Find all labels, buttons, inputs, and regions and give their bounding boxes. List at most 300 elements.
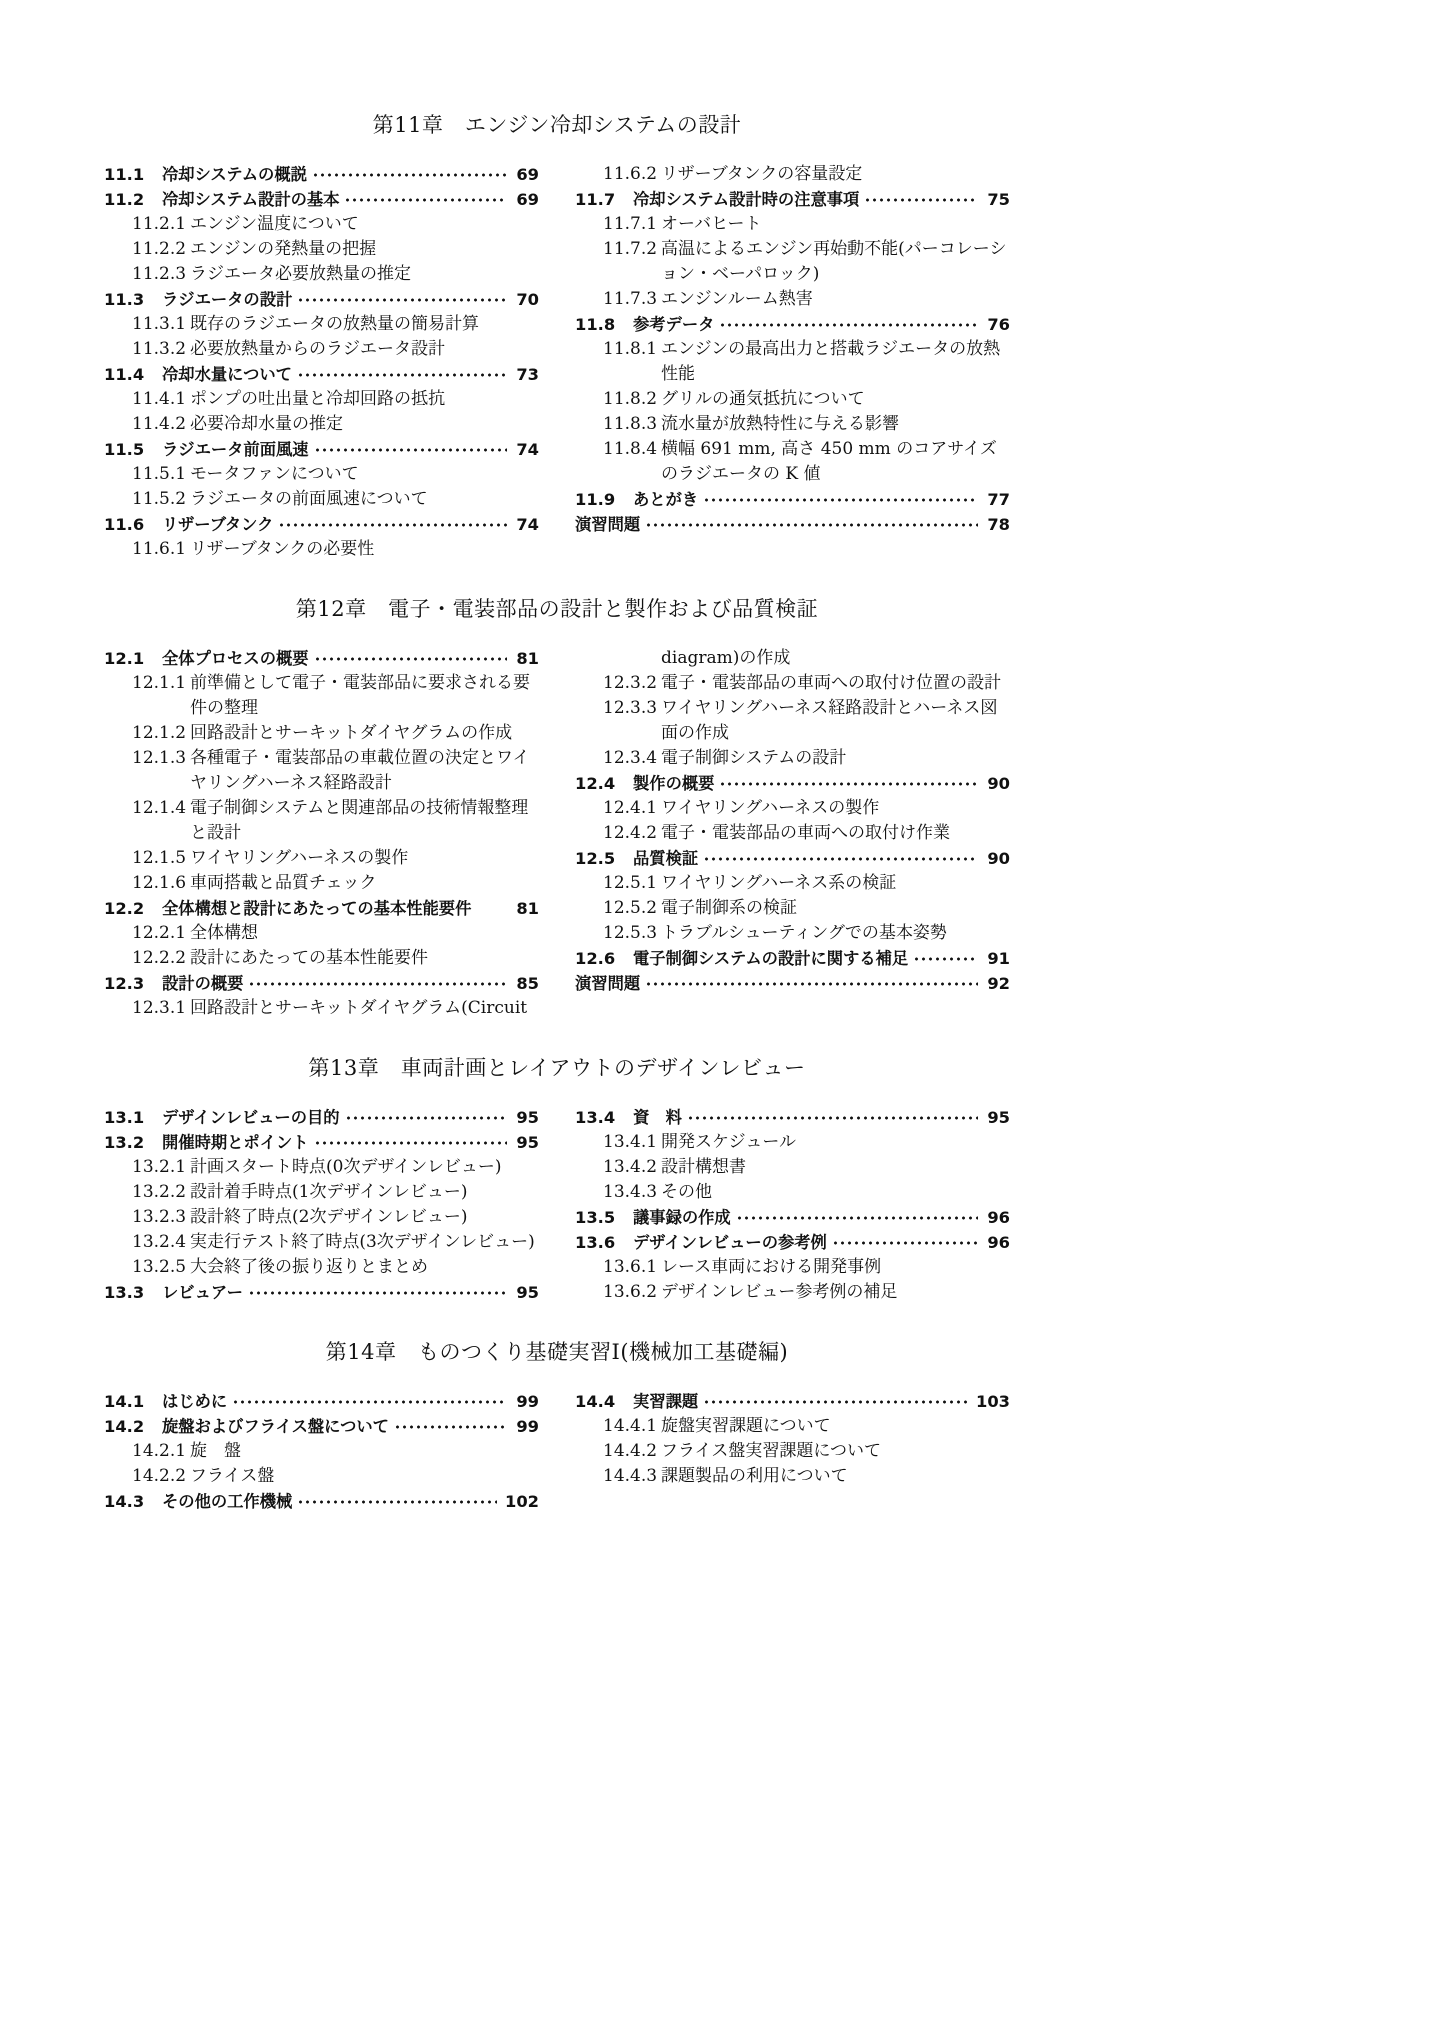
toc-entry-subsection <box>104 871 539 896</box>
entry-page-number: 81 <box>516 649 539 668</box>
entry-number: 12.2.1 <box>132 923 187 943</box>
entry-number: 11.4 <box>104 365 145 384</box>
entry-number: 13.2.5 <box>132 1257 187 1277</box>
entry-number: 14.2.2 <box>132 1466 187 1486</box>
entry-number: 13.6.2 <box>603 1282 658 1302</box>
entry-label: あとがき <box>633 490 699 509</box>
toc-entry-subsection <box>575 162 1010 187</box>
toc-entry-section <box>104 1414 539 1439</box>
entry-label: フライス盤 <box>190 1466 275 1486</box>
entry-number: 12.2.2 <box>132 948 187 968</box>
entry-number: 11.3.2 <box>132 339 187 359</box>
entry-number: 14.2 <box>104 1417 145 1436</box>
entry-label: 設計にあたっての基本性能要件 <box>190 948 428 968</box>
dot-leader <box>703 1393 968 1409</box>
toc-entry-subsection <box>104 996 539 1021</box>
column-right <box>575 1389 1010 1489</box>
toc-entry-subsection <box>104 671 539 721</box>
entry-label: 設計終了時点(2次デザインレビュー) <box>190 1207 468 1227</box>
toc-entry-section <box>104 1489 539 1514</box>
toc-entry-section <box>104 1105 539 1130</box>
toc-entry-subsection <box>104 746 539 796</box>
toc-entry-section <box>104 646 539 671</box>
entry-label: 回路設計とサーキットダイヤグラム(Circuit <box>190 998 528 1018</box>
entry-label: 電子・電装部品の車両への取付け位置の設計 <box>661 673 1001 693</box>
column-right <box>575 1105 1010 1305</box>
toc-entry-section <box>104 362 539 387</box>
toc-entry-subsection <box>575 237 1010 287</box>
entry-number: 13.2.4 <box>132 1232 187 1252</box>
entry-label: モータファンについて <box>190 464 359 484</box>
dot-leader <box>736 1209 978 1225</box>
toc-entry-subsection <box>104 337 539 362</box>
entry-label: グリルの通気抵抗について <box>661 389 865 409</box>
dot-leader <box>312 166 507 182</box>
entry-label: 参考データ <box>633 315 715 334</box>
entry-number: 14.1 <box>104 1392 145 1411</box>
entry-label: デザインレビュー参考例の補足 <box>661 1282 898 1302</box>
entry-number: 11.8.4 <box>603 439 658 459</box>
entry-page-number: 69 <box>516 165 539 184</box>
toc-entry-section <box>575 946 1010 971</box>
entry-page-number: 85 <box>516 974 539 993</box>
entry-number: 14.2.1 <box>132 1441 187 1461</box>
entry-label: 電子制御系の検証 <box>661 898 797 918</box>
column-left <box>104 1105 539 1305</box>
toc-entry-section <box>575 1105 1010 1130</box>
entry-label: 冷却システム設計の基本 <box>162 190 340 209</box>
entry-label: 旋 盤 <box>190 1441 241 1461</box>
chapter-title: 第12章 電子・電装部品の設計と製作および品質検証 <box>295 597 819 621</box>
entry-label: 前準備として電子・電装部品に要求される要件の整理 <box>190 673 530 718</box>
entry-label: ワイヤリングハーネス系の検証 <box>661 873 897 893</box>
dot-leader <box>913 950 978 966</box>
entry-page-number: 96 <box>987 1233 1010 1252</box>
entry-label: 必要放熱量からのラジエータ設計 <box>190 339 445 359</box>
toc-entry-subsection <box>104 1464 539 1489</box>
toc-entry-subsection <box>575 1414 1010 1439</box>
toc-entry-section <box>575 1205 1010 1230</box>
dot-leader <box>645 516 978 532</box>
entry-page-number: 91 <box>987 949 1010 968</box>
entry-page-number: 95 <box>516 1133 539 1152</box>
entry-number: 12.5.1 <box>603 873 658 893</box>
entry-page-number: 102 <box>505 1492 539 1511</box>
entry-number: 11.7.1 <box>603 214 658 234</box>
toc-entry-subsection <box>104 1439 539 1464</box>
entry-page-number: 77 <box>987 490 1010 509</box>
entry-number: 11.1 <box>104 165 145 184</box>
toc-entry-continuation <box>575 646 1010 671</box>
entry-number: 13.2.2 <box>132 1182 187 1202</box>
entry-number: 12.5 <box>575 849 616 868</box>
entry-number: 12.1.3 <box>132 748 187 768</box>
dot-leader <box>687 1109 978 1125</box>
toc-entry-subsection <box>575 671 1010 696</box>
dot-leader <box>703 850 978 866</box>
entry-label: デザインレビューの参考例 <box>633 1233 827 1252</box>
toc-entry-section <box>575 1230 1010 1255</box>
toc-entry-subsection <box>104 312 539 337</box>
dot-leader <box>476 900 507 916</box>
entry-label: 電子制御システムの設計に関する補足 <box>633 949 909 968</box>
entry-label: 計画スタート時点(0次デザインレビュー) <box>190 1157 502 1177</box>
entry-page-number: 99 <box>516 1417 539 1436</box>
entry-label: 大会終了後の振り返りとまとめ <box>190 1257 428 1277</box>
entry-number: 14.4 <box>575 1392 616 1411</box>
entry-label: 冷却システム設計時の注意事項 <box>633 190 860 209</box>
entry-number: 12.1.4 <box>132 798 187 818</box>
chapter-title: 第14章 ものつくり基礎実習Ⅰ(機械加工基礎編) <box>325 1340 789 1364</box>
entry-label: ラジエータの設計 <box>162 290 293 309</box>
toc-entry-subsection <box>575 896 1010 921</box>
dot-leader <box>248 975 507 991</box>
entry-page-number: 99 <box>516 1392 539 1411</box>
entry-label: 冷却水量について <box>162 365 292 384</box>
toc-entry-subsection <box>104 1180 539 1205</box>
entry-number: 11.6.2 <box>603 164 658 184</box>
dot-leader <box>394 1418 507 1434</box>
entry-number: 12.1.5 <box>132 848 187 868</box>
dot-leader <box>719 316 978 332</box>
toc-entry-section <box>575 846 1010 871</box>
entry-label: レース車両における開発事例 <box>661 1257 882 1277</box>
entry-label: 冷却システムの概説 <box>162 165 307 184</box>
toc-entry-section <box>575 512 1010 537</box>
entry-label: その他の工作機械 <box>162 1492 293 1511</box>
entry-label: 資 料 <box>633 1108 682 1127</box>
entry-page-number: 74 <box>516 440 539 459</box>
entry-number: 14.3 <box>104 1492 145 1511</box>
entry-number: 12.1.6 <box>132 873 187 893</box>
toc-entry-section <box>575 971 1010 996</box>
entry-number: 12.1.1 <box>132 673 187 693</box>
entry-number: 13.6 <box>575 1233 616 1252</box>
dot-leader <box>645 975 978 991</box>
entry-number: 11.2.1 <box>132 214 187 234</box>
entry-label: ラジエータ必要放熱量の推定 <box>190 264 411 284</box>
toc-entry-subsection <box>104 212 539 237</box>
toc-entry-subsection <box>104 721 539 746</box>
entry-label: 課題製品の利用について <box>661 1466 848 1486</box>
toc-entry-subsection <box>575 212 1010 237</box>
entry-number: 11.8.2 <box>603 389 658 409</box>
dot-leader <box>232 1393 507 1409</box>
entry-label: 製作の概要 <box>633 774 715 793</box>
entry-page-number: 78 <box>987 515 1010 534</box>
entry-page-number: 95 <box>516 1283 539 1302</box>
entry-label: 全体プロセスの概要 <box>162 649 309 668</box>
toc-entry-subsection <box>104 921 539 946</box>
entry-number: 13.2 <box>104 1133 145 1152</box>
entry-number: 11.2.2 <box>132 239 187 259</box>
entry-page-number: 90 <box>987 774 1010 793</box>
entry-label: 回路設計とサーキットダイヤグラムの作成 <box>190 723 513 743</box>
entry-label: エンジンの最高出力と搭載ラジエータの放熱性能 <box>661 339 1001 384</box>
entry-number: 11.3.1 <box>132 314 187 334</box>
entry-page-number: 95 <box>516 1108 539 1127</box>
entry-label: 旋盤およびフライス盤について <box>162 1417 389 1436</box>
toc-entry-section <box>575 771 1010 796</box>
entry-number: 13.4.1 <box>603 1132 658 1152</box>
toc-entry-subsection <box>575 1180 1010 1205</box>
dot-leader <box>719 775 978 791</box>
toc-entry-section <box>104 1389 539 1414</box>
toc-entry-section <box>104 162 539 187</box>
entry-page-number: 73 <box>516 365 539 384</box>
toc-entry-subsection <box>575 871 1010 896</box>
dot-leader <box>297 291 507 307</box>
toc-entry-section <box>575 312 1010 337</box>
toc-entry-section <box>575 1389 1010 1414</box>
chapter <box>104 1053 1010 1305</box>
entry-number: 11.4.1 <box>132 389 187 409</box>
toc-entry-subsection <box>104 796 539 846</box>
toc-entry-subsection <box>575 1280 1010 1305</box>
entry-label: ワイヤリングハーネス経路設計とハーネス図面の作成 <box>661 698 998 743</box>
entry-label: 高温によるエンジン再始動不能(パーコレーション・ベーパロック) <box>661 239 1007 284</box>
toc-entry-section <box>104 971 539 996</box>
entry-label: 設計の概要 <box>162 974 244 993</box>
entry-label: 流水量が放熱特性に与える影響 <box>661 414 899 434</box>
entry-label: diagram)の作成 <box>661 648 791 668</box>
entry-label: レビュアー <box>162 1283 243 1302</box>
entry-number: 14.4.3 <box>603 1466 658 1486</box>
entry-label: ポンプの吐出量と冷却回路の抵抗 <box>190 389 445 409</box>
toc-entry-subsection <box>575 412 1010 437</box>
entry-number: 11.8.1 <box>603 339 658 359</box>
entry-label: ラジエータ前面風速 <box>162 440 309 459</box>
entry-page-number: 90 <box>987 849 1010 868</box>
dot-leader <box>297 366 507 382</box>
entry-label: 演習問題 <box>575 974 641 993</box>
toc-entry-subsection <box>104 237 539 262</box>
entry-page-number: 92 <box>987 974 1010 993</box>
chapter-columns <box>104 1105 1010 1305</box>
entry-number: 11.7.2 <box>603 239 658 259</box>
entry-label: 品質検証 <box>633 849 699 868</box>
entry-number: 14.4.1 <box>603 1416 658 1436</box>
entry-number: 13.2.1 <box>132 1157 187 1177</box>
toc-entry-subsection <box>104 262 539 287</box>
entry-number: 11.8.3 <box>603 414 658 434</box>
entry-label: 設計構想書 <box>661 1157 746 1177</box>
entry-label: トラブルシューティングでの基本姿勢 <box>661 923 947 943</box>
toc-entry-subsection <box>104 537 539 562</box>
entry-page-number: 95 <box>987 1108 1010 1127</box>
toc-entry-section <box>575 187 1010 212</box>
entry-page-number: 81 <box>516 899 539 918</box>
chapter <box>104 1337 1010 1514</box>
entry-number: 12.4.1 <box>603 798 658 818</box>
dot-leader <box>864 191 978 207</box>
entry-number: 11.7 <box>575 190 616 209</box>
entry-number: 13.1 <box>104 1108 145 1127</box>
entry-number: 11.9 <box>575 490 616 509</box>
toc-entry-subsection <box>104 1255 539 1280</box>
entry-label: エンジンの発熱量の把握 <box>190 239 377 259</box>
entry-number: 13.4.3 <box>603 1182 658 1202</box>
entry-number: 11.5.2 <box>132 489 187 509</box>
entry-number: 12.3.4 <box>603 748 658 768</box>
entry-label: 電子制御システムの設計 <box>661 748 847 768</box>
entry-page-number: 103 <box>976 1392 1010 1411</box>
entry-number: 13.5 <box>575 1208 616 1227</box>
column-left <box>104 646 539 1021</box>
toc-entry-subsection <box>104 1230 539 1255</box>
entry-number: 13.6.1 <box>603 1257 658 1277</box>
entry-label: 実走行テスト終了時点(3次デザインレビュー) <box>190 1232 535 1252</box>
chapter <box>104 594 1010 1021</box>
entry-label: 実習課題 <box>633 1392 699 1411</box>
entry-label: 車両搭載と品質チェック <box>190 873 377 893</box>
entry-label: ワイヤリングハーネスの製作 <box>661 798 880 818</box>
chapter-columns <box>104 1389 1010 1514</box>
entry-label: エンジンルーム熱害 <box>661 289 813 309</box>
toc-entry-subsection <box>575 437 1010 487</box>
dot-leader <box>297 1493 497 1509</box>
toc-entry-subsection <box>575 1464 1010 1489</box>
entry-label: 必要冷却水量の推定 <box>190 414 343 434</box>
toc-entry-subsection <box>104 387 539 412</box>
toc-entry-subsection <box>575 387 1010 412</box>
toc-entry-subsection <box>104 1155 539 1180</box>
entry-number: 12.3 <box>104 974 145 993</box>
column-left <box>104 1389 539 1514</box>
entry-label: 横幅 691 mm, 高さ 450 mm のコアサイズのラジエータの K 値 <box>661 439 997 484</box>
chapter <box>104 110 1010 562</box>
entry-number: 12.2 <box>104 899 145 918</box>
chapter-title: 第11章 エンジン冷却システムの設計 <box>372 113 742 137</box>
entry-number: 12.3.3 <box>603 698 658 718</box>
entry-number: 12.4.2 <box>603 823 658 843</box>
toc-entry-subsection <box>575 746 1010 771</box>
entry-label: その他 <box>661 1182 712 1202</box>
entry-number: 12.3.1 <box>132 998 187 1018</box>
dot-leader <box>314 441 507 457</box>
toc-entry-subsection <box>575 1255 1010 1280</box>
entry-label: リザーブタンクの必要性 <box>190 539 375 559</box>
dot-leader <box>832 1234 978 1250</box>
entry-number: 13.2.3 <box>132 1207 187 1227</box>
toc-entry-section <box>104 1130 539 1155</box>
entry-number: 11.4.2 <box>132 414 187 434</box>
entry-label: 各種電子・電装部品の車載位置の決定とワイヤリングハーネス経路設計 <box>190 748 530 793</box>
column-right <box>575 646 1010 996</box>
entry-label: 全体構想と設計にあたっての基本性能要件 <box>162 899 472 918</box>
entry-number: 12.5.3 <box>603 923 658 943</box>
entry-number: 11.6.1 <box>132 539 187 559</box>
entry-number: 12.5.2 <box>603 898 658 918</box>
entry-number: 13.4 <box>575 1108 616 1127</box>
toc-entry-section <box>104 896 539 921</box>
toc-entry-subsection <box>575 1439 1010 1464</box>
toc-entry-section <box>104 512 539 537</box>
entry-label: 既存のラジエータの放熱量の簡易計算 <box>190 314 479 334</box>
toc-entry-subsection <box>575 796 1010 821</box>
entry-page-number: 74 <box>516 515 539 534</box>
entry-label: 議事録の作成 <box>633 1208 731 1227</box>
toc-entry-subsection <box>104 946 539 971</box>
entry-number: 12.1 <box>104 649 145 668</box>
toc-entry-subsection <box>575 1130 1010 1155</box>
entry-page-number: 69 <box>516 190 539 209</box>
entry-label: 全体構想 <box>190 923 258 943</box>
entry-number: 11.5 <box>104 440 145 459</box>
entry-number: 13.3 <box>104 1283 145 1302</box>
toc-entry-section <box>104 287 539 312</box>
entry-label: 開発スケジュール <box>661 1132 796 1152</box>
entry-label: ワイヤリングハーネスの製作 <box>190 848 409 868</box>
entry-number: 11.8 <box>575 315 616 334</box>
entry-label: リザーブタンク <box>162 515 274 534</box>
entry-number: 13.4.2 <box>603 1157 658 1177</box>
chapter-columns <box>104 162 1010 562</box>
entry-label: フライス盤実習課題について <box>661 1441 881 1461</box>
entry-label: エンジン温度について <box>190 214 359 234</box>
toc-entry-subsection <box>104 462 539 487</box>
toc-entry-section <box>104 437 539 462</box>
toc-entry-subsection <box>104 412 539 437</box>
entry-page-number: 70 <box>516 290 539 309</box>
entry-label: 開催時期とポイント <box>162 1133 309 1152</box>
entry-label: オーバヒート <box>661 214 762 234</box>
toc-entry-section <box>104 1280 539 1305</box>
entry-number: 11.7.3 <box>603 289 658 309</box>
toc-entry-subsection <box>104 487 539 512</box>
entry-label: リザーブタンクの容量設定 <box>661 164 863 184</box>
entry-label: ラジエータの前面風速について <box>190 489 428 509</box>
entry-number: 11.3 <box>104 290 145 309</box>
entry-page-number: 76 <box>987 315 1010 334</box>
entry-number: 12.6 <box>575 949 616 968</box>
entry-number: 11.2.3 <box>132 264 187 284</box>
dot-leader <box>345 1109 507 1125</box>
entry-label: デザインレビューの目的 <box>162 1108 340 1127</box>
column-right <box>575 162 1010 537</box>
entry-number: 14.4.2 <box>603 1441 658 1461</box>
toc-entry-subsection <box>575 1155 1010 1180</box>
toc-entry-subsection <box>104 1205 539 1230</box>
toc-entry-subsection <box>575 287 1010 312</box>
entry-number: 11.5.1 <box>132 464 187 484</box>
dot-leader <box>314 650 507 666</box>
entry-label: 設計着手時点(1次デザインレビュー) <box>190 1182 468 1202</box>
dot-leader <box>278 516 507 532</box>
dot-leader <box>314 1134 507 1150</box>
entry-page-number: 96 <box>987 1208 1010 1227</box>
entry-number: 12.3.2 <box>603 673 658 693</box>
entry-number: 12.1.2 <box>132 723 187 743</box>
entry-label: 電子・電装部品の車両への取付け作業 <box>661 823 950 843</box>
toc-entry-subsection <box>575 821 1010 846</box>
toc-entry-section <box>575 487 1010 512</box>
entry-label: 電子制御システムと関連部品の技術情報整理と設計 <box>190 798 529 843</box>
toc-entry-subsection <box>575 921 1010 946</box>
entry-page-number: 75 <box>987 190 1010 209</box>
entry-label: はじめに <box>162 1392 228 1411</box>
dot-leader <box>248 1284 507 1300</box>
chapter-columns <box>104 646 1010 1021</box>
chapter-title: 第13章 車両計画とレイアウトのデザインレビュー <box>308 1056 806 1080</box>
toc-entry-subsection <box>575 337 1010 387</box>
entry-label: 旋盤実習課題について <box>661 1416 831 1436</box>
dot-leader <box>344 191 507 207</box>
toc-entry-section <box>104 187 539 212</box>
toc-entry-subsection <box>575 696 1010 746</box>
toc-root <box>104 110 1010 1514</box>
toc-entry-subsection <box>104 846 539 871</box>
